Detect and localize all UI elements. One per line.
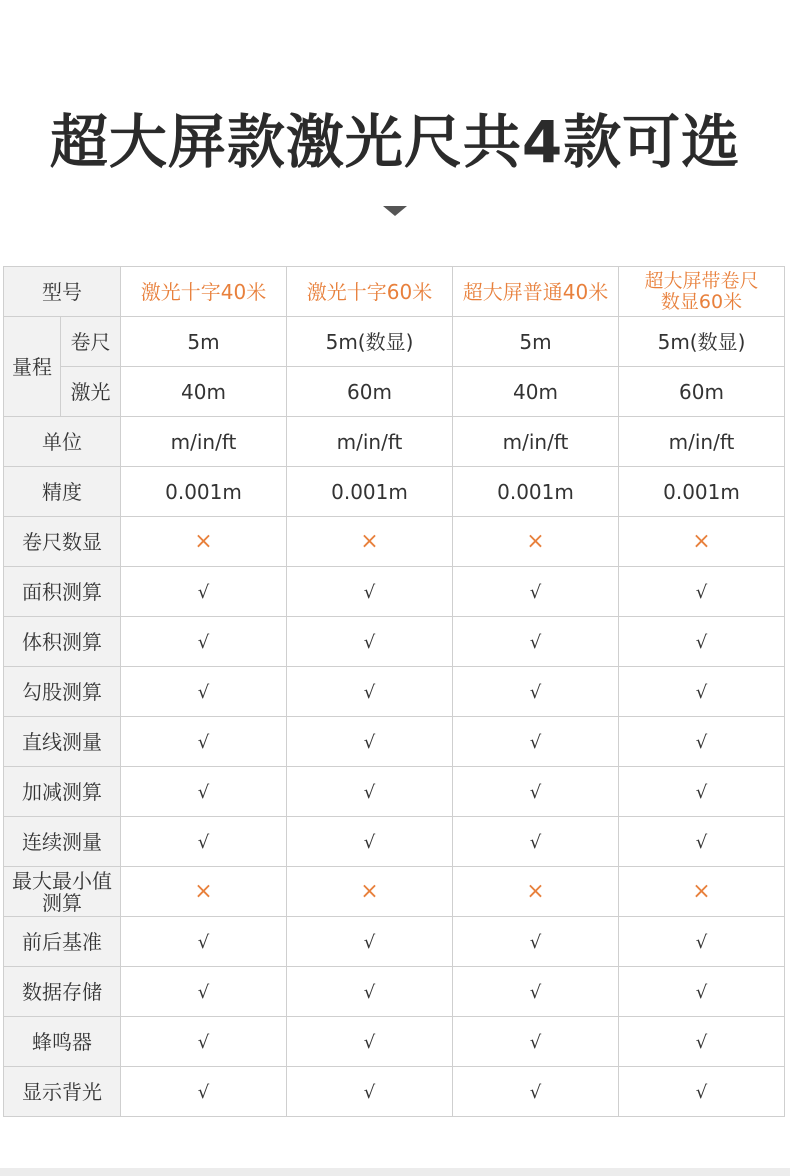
- check-icon: √: [695, 581, 708, 603]
- cross-icon: ×: [360, 529, 379, 554]
- cell-value: [287, 467, 453, 517]
- check-icon: √: [529, 1031, 542, 1053]
- check-icon: √: [529, 631, 542, 653]
- cell-value: [453, 417, 619, 467]
- cell-value: 5m(数显): [619, 317, 785, 367]
- check-icon: √: [363, 1031, 376, 1053]
- row-label: 显示背光: [4, 1067, 121, 1117]
- check-icon: √: [695, 831, 708, 853]
- cell-value: [619, 767, 785, 817]
- cell-value: [121, 617, 287, 667]
- row-label: 体积测算: [4, 617, 121, 667]
- table-row: [4, 667, 785, 717]
- check-icon: √: [695, 1031, 708, 1053]
- check-icon: √: [363, 831, 376, 853]
- check-icon: √: [695, 981, 708, 1003]
- table-row: [4, 467, 785, 517]
- cell-value: [287, 767, 453, 817]
- row-label: 激光: [61, 367, 121, 417]
- row-label: 加减测算: [4, 767, 121, 817]
- table-row: [4, 817, 785, 867]
- cell-value: [453, 867, 619, 917]
- cell-value: [287, 1067, 453, 1117]
- row-label: 蜂鸣器: [4, 1017, 121, 1067]
- check-icon: √: [529, 831, 542, 853]
- table-row: [4, 567, 785, 617]
- cross-icon: ×: [692, 529, 711, 554]
- check-icon: √: [197, 1081, 210, 1103]
- cell-value: [121, 667, 287, 717]
- table-row: [4, 317, 785, 367]
- cell-text: m/in/ft: [668, 429, 735, 454]
- check-icon: √: [197, 931, 210, 953]
- table-row: [4, 617, 785, 667]
- row-label: 勾股测算: [4, 667, 121, 717]
- cell-value: [121, 567, 287, 617]
- cell-value: 60m: [619, 367, 785, 417]
- check-icon: √: [363, 781, 376, 803]
- cell-value: [453, 667, 619, 717]
- check-icon: √: [197, 781, 210, 803]
- header-label: 型号: [4, 267, 121, 317]
- cell-value: [619, 667, 785, 717]
- footer-divider: [0, 1168, 790, 1176]
- cell-value: [619, 617, 785, 667]
- cross-icon: ×: [360, 879, 379, 904]
- check-icon: √: [363, 681, 376, 703]
- row-label: 卷尺数显: [4, 517, 121, 567]
- cell-value: [121, 1017, 287, 1067]
- cell-text: 0.001m: [497, 479, 574, 504]
- check-icon: √: [197, 731, 210, 753]
- cell-value: [453, 517, 619, 567]
- check-icon: √: [529, 781, 542, 803]
- cell-value: [287, 967, 453, 1017]
- cell-value: [121, 517, 287, 567]
- cell-text: m/in/ft: [502, 429, 569, 454]
- check-icon: √: [695, 731, 708, 753]
- cell-value: [619, 567, 785, 617]
- cross-icon: ×: [194, 879, 213, 904]
- cell-value: [453, 467, 619, 517]
- check-icon: √: [197, 831, 210, 853]
- table-row: [4, 417, 785, 467]
- check-icon: √: [529, 731, 542, 753]
- cell-value: 40m: [121, 367, 287, 417]
- cell-value: 40m: [453, 367, 619, 417]
- cell-value: [287, 1017, 453, 1067]
- cell-value: 5m: [121, 317, 287, 367]
- cell-value: [121, 817, 287, 867]
- row-label: 卷尺: [61, 317, 121, 367]
- cell-value: [287, 667, 453, 717]
- check-icon: √: [695, 681, 708, 703]
- cell-value: [619, 517, 785, 567]
- row-label: 精度: [4, 467, 121, 517]
- check-icon: √: [695, 781, 708, 803]
- cell-value: [121, 467, 287, 517]
- table-body: [4, 267, 785, 1117]
- row-label: 单位: [4, 417, 121, 467]
- cross-icon: ×: [194, 529, 213, 554]
- cell-value: [453, 617, 619, 667]
- cell-value: 5m(数显): [287, 317, 453, 367]
- table-row: [4, 867, 785, 917]
- table-row: [4, 367, 785, 417]
- cell-value: [287, 817, 453, 867]
- cell-value: [121, 1067, 287, 1117]
- check-icon: √: [197, 581, 210, 603]
- cell-value: [287, 567, 453, 617]
- cell-value: [619, 817, 785, 867]
- model-name: 超大屏普通40米: [453, 267, 619, 317]
- cell-value: 60m: [287, 367, 453, 417]
- model-name: 超大屏带卷尺数显60米: [619, 267, 785, 317]
- row-label: 数据存储: [4, 967, 121, 1017]
- spec-comparison-table: [3, 266, 785, 1117]
- cell-value: [453, 917, 619, 967]
- page-title: 超大屏款激光尺共4款可选: [49, 108, 741, 176]
- check-icon: √: [363, 981, 376, 1003]
- table-row: [4, 517, 785, 567]
- cell-value: [287, 717, 453, 767]
- cell-value: [287, 617, 453, 667]
- table-row: [4, 767, 785, 817]
- cell-value: [619, 867, 785, 917]
- row-label: 连续测量: [4, 817, 121, 867]
- check-icon: √: [363, 1081, 376, 1103]
- check-icon: √: [197, 1031, 210, 1053]
- cell-value: [287, 867, 453, 917]
- check-icon: √: [529, 931, 542, 953]
- cell-value: [453, 1067, 619, 1117]
- cell-value: [453, 817, 619, 867]
- table-header-row: [4, 267, 785, 317]
- cross-icon: ×: [526, 879, 545, 904]
- check-icon: √: [363, 731, 376, 753]
- cell-value: [619, 1067, 785, 1117]
- check-icon: √: [695, 931, 708, 953]
- cell-value: [619, 467, 785, 517]
- model-name: 激光十字60米: [287, 267, 453, 317]
- cell-text: 0.001m: [331, 479, 408, 504]
- check-icon: √: [529, 1081, 542, 1103]
- row-label: 直线测量: [4, 717, 121, 767]
- cell-value: [619, 967, 785, 1017]
- cell-value: [121, 917, 287, 967]
- cell-value: 5m: [453, 317, 619, 367]
- table-row: [4, 967, 785, 1017]
- row-label: 前后基准: [4, 917, 121, 967]
- cell-value: [453, 717, 619, 767]
- cell-value: [121, 867, 287, 917]
- check-icon: √: [529, 681, 542, 703]
- check-icon: √: [197, 981, 210, 1003]
- cell-value: [453, 567, 619, 617]
- check-icon: √: [363, 631, 376, 653]
- cell-value: [619, 417, 785, 467]
- cell-value: [121, 767, 287, 817]
- table-row: [4, 1067, 785, 1117]
- cell-text: m/in/ft: [336, 429, 403, 454]
- table-row: [4, 917, 785, 967]
- cell-text: 0.001m: [165, 479, 242, 504]
- cell-value: [121, 967, 287, 1017]
- check-icon: √: [363, 931, 376, 953]
- table-row: [4, 1017, 785, 1067]
- check-icon: √: [529, 581, 542, 603]
- row-label: 面积测算: [4, 567, 121, 617]
- cell-value: [453, 1017, 619, 1067]
- check-icon: √: [197, 631, 210, 653]
- cross-icon: ×: [526, 529, 545, 554]
- check-icon: √: [695, 631, 708, 653]
- cell-text: 0.001m: [663, 479, 740, 504]
- check-icon: √: [529, 981, 542, 1003]
- table-row: [4, 717, 785, 767]
- chevron-down-icon: [383, 206, 407, 216]
- cell-value: [121, 717, 287, 767]
- cell-value: [121, 417, 287, 467]
- cell-value: [287, 517, 453, 567]
- cell-value: [287, 917, 453, 967]
- cell-value: [619, 717, 785, 767]
- range-group-label: 量程: [4, 317, 61, 417]
- cell-value: [619, 1017, 785, 1067]
- check-icon: √: [363, 581, 376, 603]
- model-name: 激光十字40米: [121, 267, 287, 317]
- cell-value: [453, 767, 619, 817]
- cell-value: [453, 967, 619, 1017]
- cell-text: m/in/ft: [170, 429, 237, 454]
- cross-icon: ×: [692, 879, 711, 904]
- cell-value: [287, 417, 453, 467]
- check-icon: √: [197, 681, 210, 703]
- check-icon: √: [695, 1081, 708, 1103]
- row-label: 最大最小值测算: [4, 867, 121, 917]
- cell-value: [619, 917, 785, 967]
